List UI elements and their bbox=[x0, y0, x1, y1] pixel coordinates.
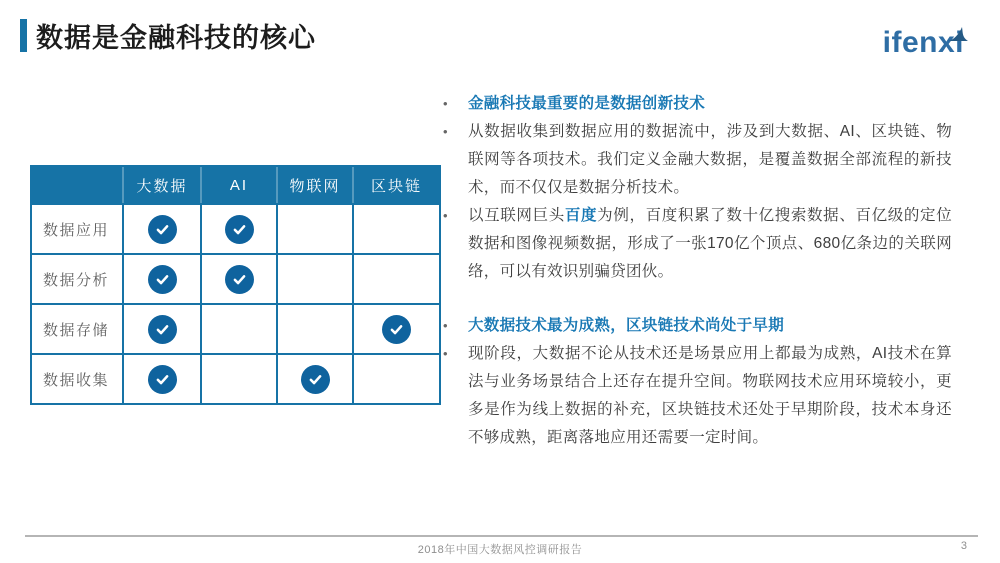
fin-icon bbox=[947, 17, 969, 51]
table-body bbox=[32, 205, 439, 403]
check-circle-icon bbox=[148, 365, 177, 394]
table-col-header: AI bbox=[202, 167, 278, 203]
table-col-header: 大数据 bbox=[124, 167, 202, 203]
text-prefix: 以互联网巨头 bbox=[468, 207, 565, 224]
bullet-icon: • bbox=[443, 124, 448, 139]
table-cell bbox=[202, 355, 278, 403]
logo-text bbox=[883, 26, 964, 60]
footer-report-title: 2018年中国大数据风控调研报告 bbox=[417, 544, 583, 556]
check-circle-icon bbox=[225, 265, 254, 294]
table-row-label: 数据分析 bbox=[32, 255, 124, 303]
bullet-item bbox=[440, 340, 952, 452]
bullet-item bbox=[440, 202, 952, 286]
section-heading-item bbox=[440, 312, 952, 340]
table-cell bbox=[124, 255, 202, 303]
section-heading-item bbox=[440, 90, 952, 118]
bullet-text: 现阶段，大数据不论从技术还是场景应用上都最为成熟，AI技术在算法与业务场景结合上还存在提升空间。物联网技术应用环境较小，更多是作为线上数据的补充，区块链技术还处于早期阶段，技术本身还不够成熟，距离落地应用还需要一定时间。 bbox=[468, 345, 952, 446]
section-maturity bbox=[440, 312, 952, 452]
bullet-text bbox=[468, 202, 952, 286]
table-header-row bbox=[32, 167, 439, 205]
footer-divider bbox=[25, 535, 978, 537]
table-cell bbox=[278, 255, 354, 303]
check-circle-icon bbox=[148, 265, 177, 294]
table-row-label: 数据收集 bbox=[32, 355, 124, 403]
table-row bbox=[32, 305, 439, 355]
table-row-label: 数据应用 bbox=[32, 205, 124, 253]
title-accent-bar bbox=[20, 19, 27, 52]
table-row bbox=[32, 355, 439, 403]
section-data-innovation bbox=[440, 90, 952, 286]
check-circle-icon bbox=[225, 215, 254, 244]
technology-matrix-table bbox=[30, 165, 441, 405]
bullet-icon: • bbox=[443, 346, 448, 361]
section-heading-text: 大数据技术最为成熟，区块链技术尚处于早期 bbox=[468, 317, 785, 334]
table-cell bbox=[354, 205, 439, 253]
logo bbox=[883, 26, 964, 60]
section-heading-text: 金融科技最重要的是数据创新技术 bbox=[468, 95, 706, 112]
logo-wordmark: ifenxi bbox=[882, 26, 964, 59]
content-column bbox=[440, 90, 952, 452]
text-suffix: 为例，百度积累了数十亿搜索数据、百亿级的定位数据和图像视频数据，形成了一张170亿个顶点、680亿条边的关联网络，可以有效识别骗贷团伙。 bbox=[468, 207, 952, 280]
check-circle-icon bbox=[301, 365, 330, 394]
header bbox=[20, 16, 316, 55]
table-col-header: 区块链 bbox=[370, 177, 422, 195]
table-cell bbox=[124, 355, 202, 403]
table-col-header: 物联网 bbox=[278, 167, 354, 203]
table-cell bbox=[202, 205, 278, 253]
table-cell bbox=[202, 255, 278, 303]
table-row-label: 数据存储 bbox=[32, 305, 124, 353]
table-cell bbox=[354, 255, 439, 303]
table-cell bbox=[124, 305, 202, 353]
check-circle-icon bbox=[148, 215, 177, 244]
table-cell bbox=[354, 355, 439, 403]
table-cell bbox=[354, 305, 439, 353]
table-cell bbox=[202, 305, 278, 353]
table-cell bbox=[278, 305, 354, 353]
baidu-highlight: 百度 bbox=[564, 207, 598, 224]
table-cell bbox=[124, 205, 202, 253]
table-corner-cell bbox=[32, 167, 124, 203]
bullet-icon: • bbox=[443, 318, 448, 333]
table-row bbox=[32, 205, 439, 255]
check-circle-icon bbox=[148, 315, 177, 344]
bullet-icon: • bbox=[443, 208, 448, 223]
table-cell bbox=[278, 205, 354, 253]
bullet-text: 从数据收集到数据应用的数据流中，涉及到大数据、AI、区块链、物联网等各项技术。我们定义金融大数据，是覆盖数据全部流程的新技术，而不仅仅是数据分析技术。 bbox=[468, 123, 952, 196]
check-circle-icon bbox=[382, 315, 411, 344]
page-title: 数据是金融科技的核心 bbox=[36, 23, 316, 53]
table-cell bbox=[278, 355, 354, 403]
bullet-icon: • bbox=[443, 96, 448, 111]
table-row bbox=[32, 255, 439, 305]
footer-page-number: 3 bbox=[960, 540, 967, 552]
bullet-item bbox=[440, 118, 952, 202]
